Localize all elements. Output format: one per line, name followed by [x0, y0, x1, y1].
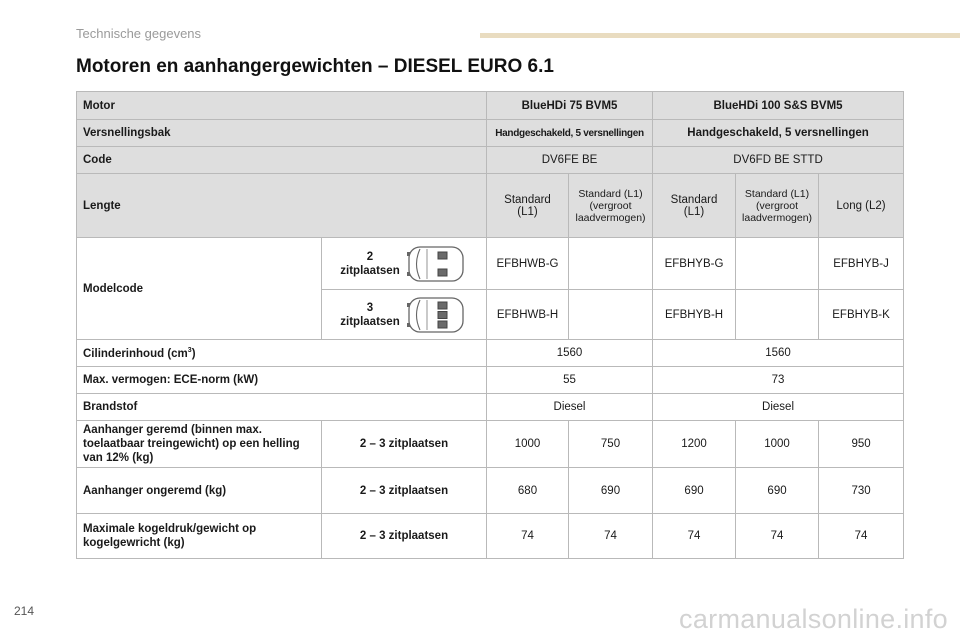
table-row-nose-weight [77, 514, 904, 559]
row-label-motor: Motor [77, 92, 487, 120]
van-two-seats-icon [406, 244, 468, 284]
unbraked-trailer-value: 690 [569, 468, 653, 514]
van-three-seats-icon [406, 295, 468, 335]
engine2-code: DV6FD BE STTD [653, 147, 904, 174]
engine1-power: 55 [487, 367, 653, 394]
nose-weight-value: 74 [819, 514, 904, 559]
modelcode-value: EFBHYB-J [819, 238, 904, 290]
length-value: Standard (L1) (vergroot laadvermogen) [569, 174, 653, 238]
table-row-unbraked-trailer [77, 468, 904, 514]
engine1-gearbox: Handgeschakeld, 5 versnellingen [487, 120, 653, 147]
engine2-fuel: Diesel [653, 394, 904, 421]
engine1-fuel: Diesel [487, 394, 653, 421]
table-row-power [77, 367, 904, 394]
table-row-modelcode-2 [77, 238, 904, 290]
modelcode-value: EFBHWB-H [487, 290, 569, 340]
length-value: Standard (L1) (vergroot laadvermogen) [736, 174, 819, 238]
unbraked-trailer-value: 680 [487, 468, 569, 514]
table-row-length [77, 174, 904, 238]
modelcode-value [736, 290, 819, 340]
page-number: 214 [14, 604, 35, 618]
row-label-nose-weight: Maximale kogeldruk/gewicht op kogelgewricht (kg) [77, 514, 322, 559]
nose-weight-value: 74 [736, 514, 819, 559]
seat-word: zitplaatsen [340, 315, 400, 328]
modelcode-value: EFBHYB-H [653, 290, 736, 340]
modelcode-value [569, 290, 653, 340]
length-value: Long (L2) [819, 174, 904, 238]
page-title: Motoren en aanhangergewichten – DIESEL EURO 6.1 [76, 56, 554, 77]
seat-label-3 [340, 301, 399, 329]
engine2-gearbox: Handgeschakeld, 5 versnellingen [653, 120, 904, 147]
braked-trailer-value: 1000 [736, 421, 819, 468]
table-row-code [77, 147, 904, 174]
braked-trailer-value: 1000 [487, 421, 569, 468]
nose-weight-value: 74 [653, 514, 736, 559]
unbraked-trailer-value: 690 [653, 468, 736, 514]
row-label-length: Lengte [77, 174, 487, 238]
engine2-name: BlueHDi 100 S&S BVM5 [653, 92, 904, 120]
seat-word: zitplaatsen [340, 264, 400, 277]
row-label-displacement [77, 340, 487, 367]
nose-weight-value: 74 [487, 514, 569, 559]
engine1-name: BlueHDi 75 BVM5 [487, 92, 653, 120]
seat-cell-2 [322, 238, 487, 290]
unbraked-trailer-value: 730 [819, 468, 904, 514]
modelcode-value: EFBHWB-G [487, 238, 569, 290]
modelcode-value [736, 238, 819, 290]
table-row-fuel [77, 394, 904, 421]
seat-cell-3 [322, 290, 487, 340]
seats-range: 2 – 3 zitplaatsen [322, 421, 487, 468]
length-value: Standard (L1) [653, 174, 736, 238]
displacement-unit-superscript: 3 [187, 346, 192, 354]
seats-range: 2 – 3 zitplaatsen [322, 514, 487, 559]
seat-count: 2 [366, 250, 374, 263]
table-row-motor [77, 92, 904, 120]
table-row-displacement [77, 340, 904, 367]
braked-trailer-value: 750 [569, 421, 653, 468]
row-label-power: Max. vermogen: ECE-norm (kW) [77, 367, 487, 394]
modelcode-value: EFBHYB-K [819, 290, 904, 340]
engine2-displacement: 1560 [653, 340, 904, 367]
table-row-gearbox [77, 120, 904, 147]
displacement-label-end: ) [191, 347, 196, 360]
row-label-fuel: Brandstof [77, 394, 487, 421]
displacement-label-text: Cilinderinhoud (cm [83, 347, 188, 360]
seat-label-2 [340, 250, 399, 278]
engine-spec-table [76, 91, 904, 559]
header-accent-bar [480, 33, 960, 38]
table-row-braked-trailer [77, 421, 904, 468]
row-label-modelcode: Modelcode [77, 238, 322, 340]
braked-trailer-value: 1200 [653, 421, 736, 468]
row-label-code: Code [77, 147, 487, 174]
engine1-displacement: 1560 [487, 340, 653, 367]
modelcode-value: EFBHYB-G [653, 238, 736, 290]
modelcode-value [569, 238, 653, 290]
section-header: Technische gegevens [76, 26, 202, 41]
nose-weight-value: 74 [569, 514, 653, 559]
engine1-code: DV6FE BE [487, 147, 653, 174]
row-label-unbraked-trailer: Aanhanger ongeremd (kg) [77, 468, 322, 514]
unbraked-trailer-value: 690 [736, 468, 819, 514]
row-label-braked-trailer: Aanhanger geremd (binnen max. toelaatbaar treingewicht) op een helling van 12% (kg) [77, 421, 322, 468]
row-label-gearbox: Versnellingsbak [77, 120, 487, 147]
seat-count: 3 [366, 301, 374, 314]
watermark: carmanualsonline.info [679, 604, 948, 634]
engine2-power: 73 [653, 367, 904, 394]
seats-range: 2 – 3 zitplaatsen [322, 468, 487, 514]
length-value: Standard (L1) [487, 174, 569, 238]
braked-trailer-value: 950 [819, 421, 904, 468]
